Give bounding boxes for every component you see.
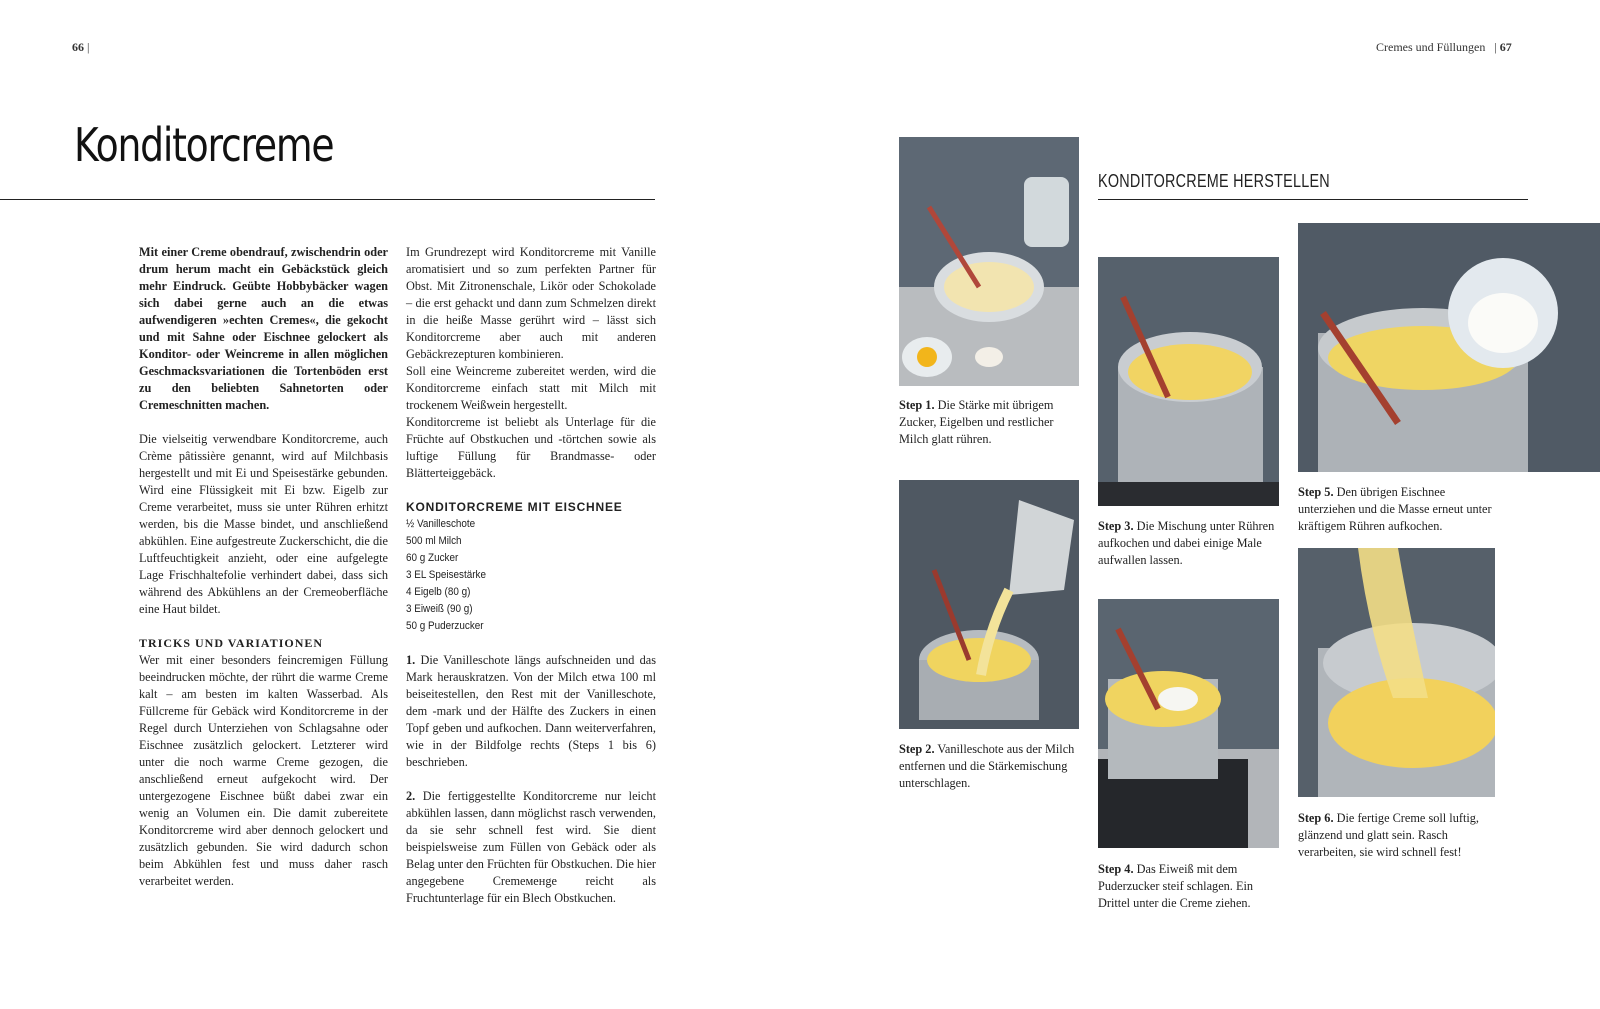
- step-6-caption: [1298, 810, 1498, 861]
- method-step-text: Die Vanilleschote längs aufschneiden und das Mark herauskratzen. Von der Milch etwa 100 ml beiseitestellen, den Rest mit der Vanilleschote, dem -mark und der Hälfte des Zuckers in einen Topf geben und aufkochen. Dann weiterverfahren, wie in der Bildfolge rechts (Steps 1 bis 6) beschrieben.: [406, 653, 656, 769]
- step-2-caption: [899, 741, 1079, 792]
- running-header-right: Cremes und Füllungen | 67: [1376, 40, 1512, 54]
- ingredient-list: [406, 516, 631, 635]
- ingredient-item: 4 Eigelb (80 g): [406, 586, 471, 598]
- step-text: Die Stärke mit übrigem Zucker, Eigelben und restlicher Milch glatt rühren.: [899, 398, 1054, 446]
- tricks-paragraph: Wer mit einer besonders feincremigen Füllung beeindrucken möchte, der rührt die warme Creme kalt – am besten im kalten Wasserbad. Als Füllcreme für Gebäck wird Konditorcreme in der Regel durch Unterziehen von Schlagsahne oder Eischnee zusätzlich gelockert. Letzterer wird unter die noch warme Creme gezogen, die anschließend erneut aufgekocht wird. Der untergezogene Eischnee büßt dabei zwar ein wenig an Volumen ein. Die damit zubereitete Konditorcreme wird aber dennoch gelockert und zusätzlich gebunden. Sie wird dadurch schon beim Abkühlen fest und muss daher rasch verarbeitet werden.: [139, 653, 388, 888]
- page-number-left: 66 |: [72, 40, 90, 54]
- intro-paragraph: Mit einer Creme obendrauf, zwischendrin oder drum herum macht ein Gebäckstück gleich mehr Eindruck. Geübte Hobbybäcker wagen sich dabei gerne auch an die etwas aufwendigeren »echten Cremes«, die gekocht und mit Sahne oder Eischnee gelockert als Konditor- oder Weincreme in allen möglichen Geschmacksvariationen die Tortenböden erst zu den beliebten Sahnetorten oder Cremeschnitten machen.: [139, 245, 388, 412]
- step-label: Step 1.: [899, 398, 935, 412]
- step-5-photo: [1298, 223, 1600, 472]
- body-paragraph: Konditorcreme ist beliebt als Unterlage für die Früchte auf Obstkuchen und -törtchen sowie als luftige Füllung für Brandmasse- oder Blätterteiggebäck.: [406, 415, 656, 480]
- recipe-heading: KONDITORCREME MIT EISCHNEE: [406, 500, 623, 514]
- ingredient-item: 60 g Zucker: [406, 552, 459, 564]
- step-label: Step 4.: [1098, 862, 1134, 876]
- step-4-caption: [1098, 861, 1279, 912]
- step-4-photo: [1098, 599, 1279, 848]
- step-label: Step 2.: [899, 742, 935, 756]
- body-paragraph: Die vielseitig verwendbare Konditorcreme, auch Crème pâtissière genannt, wird auf Milchbasis hergestellt und mit Ei und Speisestärke gebunden. Wird eine Flüssigkeit mit Ei bzw. Eigelb zur Creme verarbeitet, muss sie unter Rühren erhitzt werden, bis die Masse bindet, und anschließend abkühlen. Eine aufgestreute Zuckerschicht, die die Luftfeuchtigkeit anzieht, oder eine aufgelegte Lage Frischhaltefolie verhindert dabei, dass sich während des Abkühlens an der Cremeoberfläche eine Haut bildet.: [139, 432, 388, 616]
- step-5-caption: [1298, 484, 1498, 535]
- body-paragraph: Im Grundrezept wird Konditorcreme mit Vanille aromatisiert und so zum perfekten Partner für Obst. Mit Zitronenschale, Likör oder Schokolade – die erst gehackt und dann zum Schmelzen direkt in die heiße Masse gerührt wird – lässt sich Konditorcreme aber auch mit anderen Gebäckrezepturen kombinieren.: [406, 245, 656, 361]
- ingredient-item: 3 EL Speisestärke: [406, 569, 486, 581]
- text-column-1: [139, 244, 388, 907]
- step-text: Die fertige Creme soll luftig, glänzend und glatt sein. Rasch verarbeiten, sie wird schnell fest!: [1298, 811, 1480, 859]
- title-rule: [0, 199, 655, 200]
- step-2-photo: [899, 480, 1079, 729]
- page-number-right: 67: [1499, 40, 1512, 54]
- step-3-photo: [1098, 257, 1279, 506]
- step-text: Die Mischung unter Rühren aufkochen und dabei einige Male aufwallen lassen.: [1098, 519, 1275, 567]
- method-step-2: [406, 788, 656, 907]
- step-1-photo: [899, 137, 1079, 386]
- ingredient-item: ½ Vanilleschote: [406, 518, 476, 530]
- step-text: Das Eiweiß mit dem Puderzucker steif schlagen. Ein Drittel unter die Creme ziehen.: [1098, 862, 1254, 910]
- ingredient-item: 3 Eiweiß (90 g): [406, 603, 473, 615]
- section-heading: KONDITORCREME HERSTELLEN: [1098, 171, 1330, 191]
- method-step-text: Die fertiggestellte Konditorcreme nur leicht abkühlen lassen, dann möglichst rasch verwenden, da sie sehr schnell fest wird. Sie dient beispielsweise zum Füllen von Gebäck oder als Belag unter den Früchten für Obstkuchen. Die hier angegebene Cremeменge reicht als Fruchtunterlage für ein Blech Obstkuchen.: [406, 789, 656, 905]
- step-6-photo: [1298, 548, 1495, 797]
- step-label: Step 5.: [1298, 485, 1334, 499]
- step-1-caption: [899, 397, 1079, 448]
- text-column-2: [406, 244, 656, 924]
- step-3-caption: [1098, 518, 1279, 569]
- page-title: Konditorcreme: [74, 118, 334, 172]
- step-label: Step 3.: [1098, 519, 1134, 533]
- method-step-number: 2.: [406, 789, 416, 803]
- body-paragraph: Soll eine Weincreme zubereitet werden, wird die Konditorcreme einfach statt mit Milch mit trockenem Weißwein hergestellt.: [406, 364, 656, 412]
- step-label: Step 6.: [1298, 811, 1334, 825]
- ingredient-item: 500 ml Milch: [406, 535, 462, 547]
- method-step-1: [406, 652, 656, 771]
- tricks-heading: TRICKS UND VARIATIONEN: [139, 636, 324, 650]
- step-text: Vanilleschote aus der Milch entfernen und die Stärkemischung unterschlagen.: [899, 742, 1075, 790]
- method-step-number: 1.: [406, 653, 416, 667]
- section-title: Cremes und Füllungen: [1376, 40, 1486, 54]
- step-text: Den übrigen Eischnee unterziehen und die Masse erneut unter kräftigem Rühren aufkochen.: [1298, 485, 1492, 533]
- section-rule: [1098, 199, 1528, 200]
- ingredient-item: 50 g Puderzucker: [406, 620, 484, 632]
